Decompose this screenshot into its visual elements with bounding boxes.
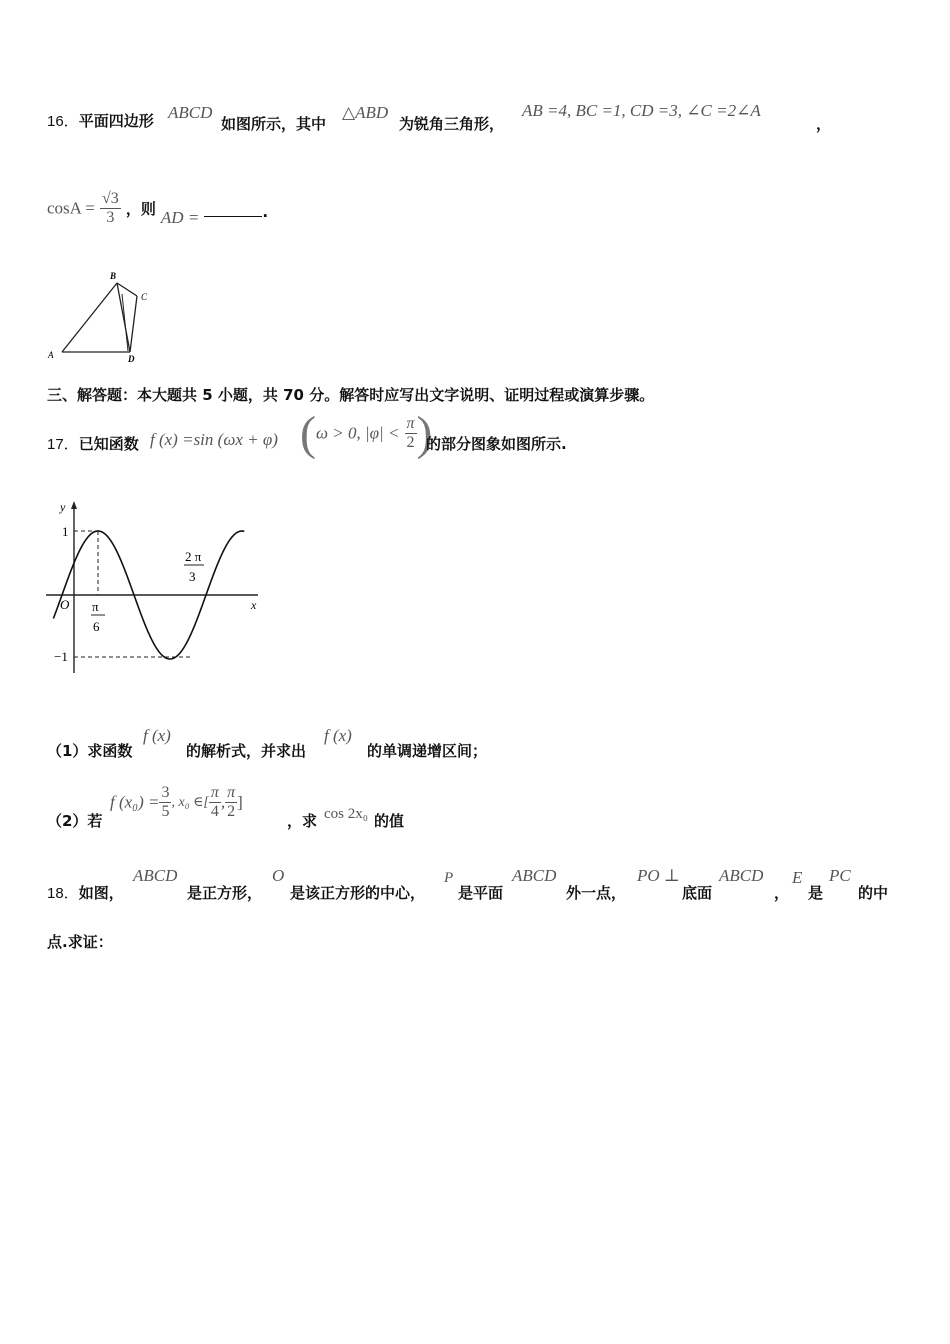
y-tick-neg1: −1 — [54, 649, 68, 664]
q16-line1 — [47, 110, 154, 131]
q18-abcd-1: ABCD — [133, 866, 178, 885]
part2-interval-open: , x₀ ∈[ — [171, 795, 209, 810]
pi4-den: 4 — [210, 803, 219, 820]
q18-text-2: 是正方形， — [187, 884, 263, 902]
q18-text-4: 是平面 — [458, 884, 504, 902]
q18-text-6: 底面 — [682, 884, 713, 902]
edge-ab — [62, 283, 117, 352]
part2-lhs: f (x₀) = — [110, 792, 160, 812]
part2-expression — [110, 784, 243, 821]
q18-line1 — [47, 882, 124, 903]
y-tick-1: 1 — [62, 524, 69, 539]
part2-num: 3 — [161, 784, 170, 801]
part2-frac — [159, 784, 171, 821]
q16-conditions: AB =4, BC =1, CD =3, ∠C =2∠A — [522, 101, 761, 120]
sine-graph — [38, 495, 268, 680]
edge-cd — [130, 296, 137, 352]
quadrilateral-figure — [44, 268, 164, 364]
part1-text: 的解析式，并求出 — [186, 742, 307, 760]
part1-f2: f (x) — [324, 726, 352, 745]
vertex-d: D — [128, 354, 135, 364]
q16-comma: ， — [816, 115, 832, 133]
q16-text-4: ，则 — [125, 200, 156, 218]
origin-label: O — [60, 597, 70, 612]
q18-po: PO ⊥ — [637, 866, 680, 885]
q16-text-2: 如图所示，其中 — [221, 115, 327, 133]
q18-abcd-3: ABCD — [719, 866, 764, 885]
cos-denominator: 3 — [106, 209, 115, 226]
cond-text: ω > 0, |φ| < — [315, 423, 400, 443]
q18-text-7: ， — [774, 884, 790, 902]
section-heading: 三、解答题：本大题共 5 小题，共 70 分。解答时应写出文字说明、证明过程或演算步骤。 — [47, 386, 655, 404]
y-axis-arrow — [71, 501, 77, 509]
q17-text-2: 的部分图象如图所示. — [426, 435, 567, 453]
edge-bd — [117, 283, 130, 352]
q17-part1 — [47, 740, 132, 761]
part2-end: 的值 — [374, 812, 405, 830]
q16-text: 平面四边形 — [78, 112, 154, 130]
part2-den: 5 — [161, 803, 170, 820]
y-axis-label: y — [60, 500, 66, 514]
part1-end: 的单调递增区间； — [367, 742, 488, 760]
ad-label: AD = — [160, 208, 200, 227]
x-axis-label: x — [251, 598, 257, 612]
x-tick-pi6-den: 6 — [93, 619, 100, 634]
part2-text: ，求 — [287, 812, 318, 830]
part2-label: （2）若 — [47, 812, 103, 830]
x-tick-2pi3-num: 2 π — [185, 549, 202, 564]
part2-cos: cos 2x₀ — [324, 806, 368, 822]
q17-function: f (x) =sin (ωx + φ) — [150, 430, 278, 449]
edge-inner — [122, 294, 128, 351]
q18-number: 18． — [47, 885, 79, 902]
q18-text-3: 是该正方形的中心， — [290, 884, 426, 902]
q17-number: 17． — [47, 436, 79, 453]
cos-lhs: cosA = — [47, 198, 95, 218]
q16-period: . — [262, 203, 269, 221]
pi2-num: π — [227, 784, 236, 801]
vertex-a: A — [48, 350, 54, 360]
q18-text-9: 的中 — [858, 884, 889, 902]
answer-blank — [204, 216, 262, 217]
cos-fraction — [100, 190, 121, 227]
vertex-b: B — [110, 271, 117, 281]
edge-bc — [117, 283, 137, 296]
part1-label: （1）求函数 — [47, 742, 133, 760]
q17-text: 已知函数 — [78, 435, 139, 453]
q18-text-1: 如图， — [78, 884, 124, 902]
q18-o: O — [272, 866, 285, 885]
part2-comma: , — [220, 792, 226, 812]
q17-line1 — [47, 433, 139, 454]
part1-f: f (x) — [143, 726, 171, 745]
q18-text-8: 是 — [808, 884, 824, 902]
x-tick-2pi3-den: 3 — [189, 569, 196, 584]
q18-p: P — [444, 870, 454, 886]
vertex-c: C — [141, 292, 148, 302]
q16-text-3: 为锐角三角形， — [399, 115, 505, 133]
cond-den: 2 — [406, 434, 415, 451]
q18-pc: PC — [829, 866, 851, 885]
q18-abcd-2: ABCD — [512, 866, 557, 885]
cos-numerator: √3 — [101, 190, 119, 207]
q17-condition: (ω > 0, |φ| < $\frac{\pi}{2}$ ) — [300, 407, 433, 460]
pi2-den: 2 — [227, 803, 236, 820]
q18-e: E — [792, 868, 803, 887]
pi4-num: π — [210, 784, 219, 801]
q18-text-5: 外一点， — [566, 884, 627, 902]
q16-triangle: △ABD — [342, 103, 389, 122]
q16-abcd: ABCD — [168, 103, 213, 122]
part2-frac-pi4 — [209, 784, 221, 821]
q16-number: 16． — [47, 113, 79, 130]
q18-line2: 点.求证： — [47, 933, 113, 951]
q16-line2 — [47, 190, 268, 228]
cond-num: π — [406, 415, 415, 432]
x-tick-pi6-num: π — [92, 599, 99, 614]
part2-frac-pi2 — [225, 784, 237, 821]
part2-interval-close: ] — [237, 792, 243, 812]
cond-fraction — [405, 415, 417, 452]
